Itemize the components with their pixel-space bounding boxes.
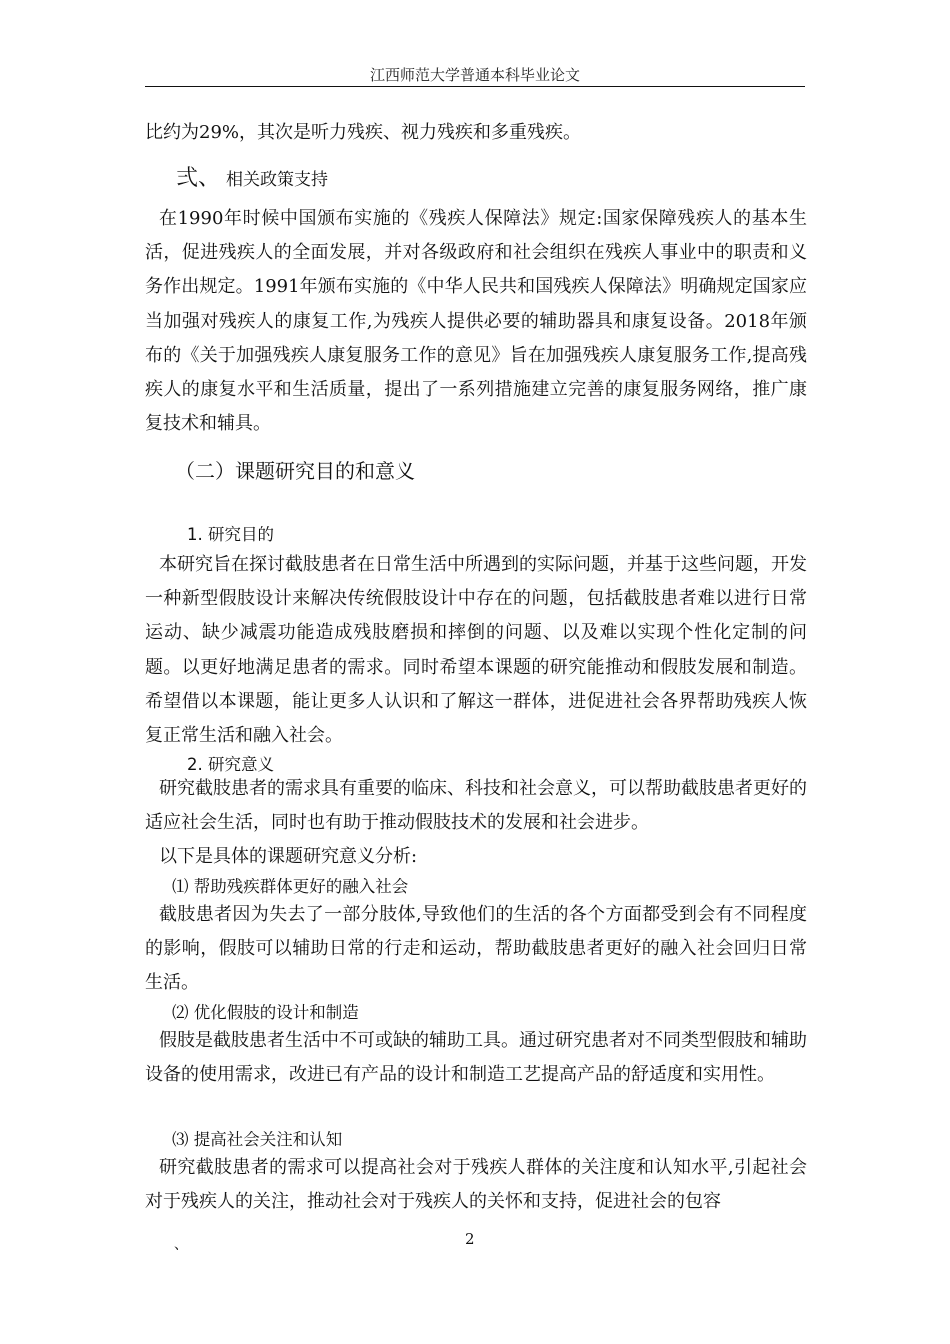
heading-policy-support xyxy=(176,168,328,191)
paragraph-research-purpose: 本研究旨在探讨截肢患者在日常生活中所遇到的实际问题，并基于这些问题，开发一种新型假肢设计来解决传统假肢设计中存在的问题，包括截肢患者难以进行日常运动、缺少减震功能造成残肢磨损和摔倒的问题、以及难以实现个性化定制的问题。以更好地满足患者的需求。同时希望本课题的研究能推动和假肢发展和制造。希望借以本课题，能让更多人认识和了解这一群体，进促进社会各界帮助残疾人恢复正常生活和融入社会。 xyxy=(145,554,807,747)
heading-item-1: ⑴ 帮助残疾群体更好的融入社会 xyxy=(172,877,409,896)
footer-mark: 、 xyxy=(174,1237,188,1253)
paragraph-policy: 在1990年时候中国颁布实施的《残疾人保障法》规定:国家保障残疾人的基本生活，促进残疾人的全面发展，并对各级政府和社会组织在残疾人事业中的职责和义务作出规定。1991年颁布实施的《中华人民共和国残疾人保障法》明确规定国家应当加强对残疾人的康复工作,为残疾人提供必要的辅助器具和康复设备。2018年颁布的《关于加强残疾人康复服务工作的意见》旨在加强残疾人康复服务工作,提高残疾人的康复水平和生活质量，提出了一系列措施建立完善的康复服务网络，推广康复技术和辅具。 xyxy=(145,208,807,435)
paragraph-research-significance: 研究截肢患者的需求具有重要的临床、科技和社会意义，可以帮助截肢患者更好的适应社会生活，同时也有助于推动假肢技术的发展和社会进步。 xyxy=(145,778,807,834)
heading-research-purpose: 1. 研究目的 xyxy=(187,525,274,544)
heading-research-significance: 2. 研究意义 xyxy=(187,755,274,774)
heading-marker: 弍、 xyxy=(176,166,221,191)
paragraph-item-2: 假肢是截肢患者生活中不可或缺的辅助工具。通过研究患者对不同类型假肢和辅助设备的使用需求，改进已有产品的设计和制造工艺提高产品的舒适度和实用性。 xyxy=(145,1030,807,1086)
paragraph-item-1: 截肢患者因为失去了一部分肢体,导致他们的生活的各个方面都受到会有不同程度的影响，假肢可以辅助日常的行走和运动，帮助截肢患者更好的融入社会回归日常生活。 xyxy=(145,904,807,994)
running-header: 江西师范大学普通本科毕业论文 xyxy=(369,66,580,84)
header-divider xyxy=(145,86,805,87)
paragraph-list-intro: 以下是具体的课题研究意义分析: xyxy=(159,846,418,867)
heading-text: 相关政策支持 xyxy=(226,170,329,190)
page-number: 2 xyxy=(465,1230,475,1248)
heading-section-2: （二）课题研究目的和意义 xyxy=(175,459,415,483)
heading-item-2: ⑵ 优化假肢的设计和制造 xyxy=(172,1003,359,1022)
heading-item-3: ⑶ 提高社会关注和认知 xyxy=(172,1130,343,1149)
paragraph-item-3: 研究截肢患者的需求可以提高社会对于残疾人群体的关注度和认知水平,引起社会对于残疾人的关注，推动社会对于残疾人的关怀和支持，促进社会的包容 xyxy=(145,1157,807,1213)
paragraph-continuation: 比约为29%，其次是听力残疾、视力残疾和多重残疾。 xyxy=(145,122,582,143)
